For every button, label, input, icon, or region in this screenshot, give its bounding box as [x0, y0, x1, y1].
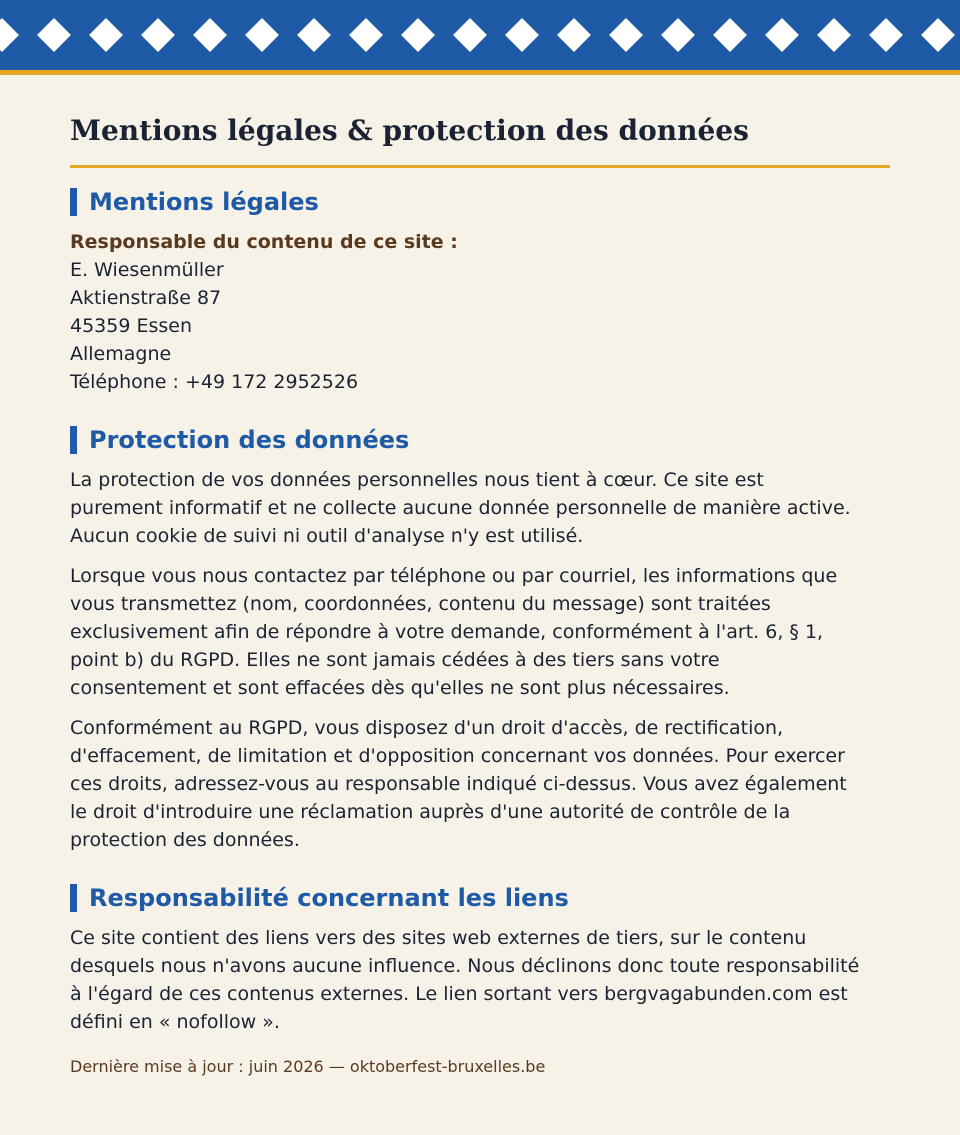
- page-title: Mentions légales & protection des données: [70, 113, 890, 168]
- privacy-paragraph: Lorsque vous nous contactez par téléphone ou par courriel, les informations que vous transmettez (nom, coordonnées, contenu du message) sont traitées exclusivement afin de répondre à votre demande, conformément à l'art. 6, § 1, point b) du RGPD. Elles ne sont jamais cédées à des tiers sans votre consentement et sont effacées dès qu'elles ne sont plus nécessaires.: [70, 565, 838, 699]
- diamond-icon: [921, 18, 955, 52]
- diamond-icon: [505, 18, 539, 52]
- privacy-paragraph: Conformément au RGPD, vous disposez d'un droit d'accès, de rectification, d'effacement, de limitation et d'opposition concernant vos données. Pour exercer ces droits, adressez-vous au responsable indiqué ci-dessus. Vous avez également le droit d'introduire une réclamation auprès d'une autorité de contrôle de la protection des données.: [70, 717, 847, 851]
- responsible-name: E. Wiesenmüller: [70, 259, 224, 281]
- diamond-icon: [453, 18, 487, 52]
- links-liability-section: [70, 884, 890, 1036]
- address-street: Aktienstraße 87: [70, 287, 222, 309]
- privacy-heading: Protection des données: [70, 426, 890, 454]
- diamond-icon: [817, 18, 851, 52]
- diamond-icon: [869, 18, 903, 52]
- diamond-icon: [37, 18, 71, 52]
- privacy-section: [70, 426, 890, 854]
- diamond-icon: [765, 18, 799, 52]
- diamond-icon: [297, 18, 331, 52]
- diamond-icon: [713, 18, 747, 52]
- legal-notice-section: [70, 188, 890, 396]
- main-content: [0, 75, 960, 1078]
- diamond-icon: [609, 18, 643, 52]
- diamond-icon: [557, 18, 591, 52]
- diamond-icon: [0, 18, 19, 52]
- responsible-label: Responsable du contenu de ce site :: [70, 231, 458, 253]
- privacy-paragraph: La protection de vos données personnelles nous tient à cœur. Ce site est purement informatif et ne collecte aucune donnée personnelle de manière active. Aucun cookie de suivi ni outil d'analyse n'y est utilisé.: [70, 469, 851, 547]
- diamond-icon: [661, 18, 695, 52]
- diamond-icon: [193, 18, 227, 52]
- diamond-icon: [141, 18, 175, 52]
- diamond-icon: [89, 18, 123, 52]
- phone-number: Téléphone : +49 172 2952526: [70, 371, 359, 393]
- diamond-icon: [401, 18, 435, 52]
- diamond-icon: [349, 18, 383, 52]
- links-liability-paragraph: Ce site contient des liens vers des sites web externes de tiers, sur le contenu desquels nous n'avons aucune influence. Nous déclinons donc toute responsabilité à l'égard de ces contenus externes. Le lien sortant vers bergvagabunden.com est défini en « nofollow ».: [70, 927, 860, 1033]
- last-update-footer: Dernière mise à jour : juin 2026 — oktoberfest-bruxelles.be: [70, 1057, 546, 1076]
- address-country: Allemagne: [70, 343, 172, 365]
- legal-notice-heading: Mentions légales: [70, 188, 890, 216]
- links-liability-heading: Responsabilité concernant les liens: [70, 884, 890, 912]
- diamond-icon: [245, 18, 279, 52]
- header-banner: [0, 0, 960, 70]
- address-city: 45359 Essen: [70, 315, 193, 337]
